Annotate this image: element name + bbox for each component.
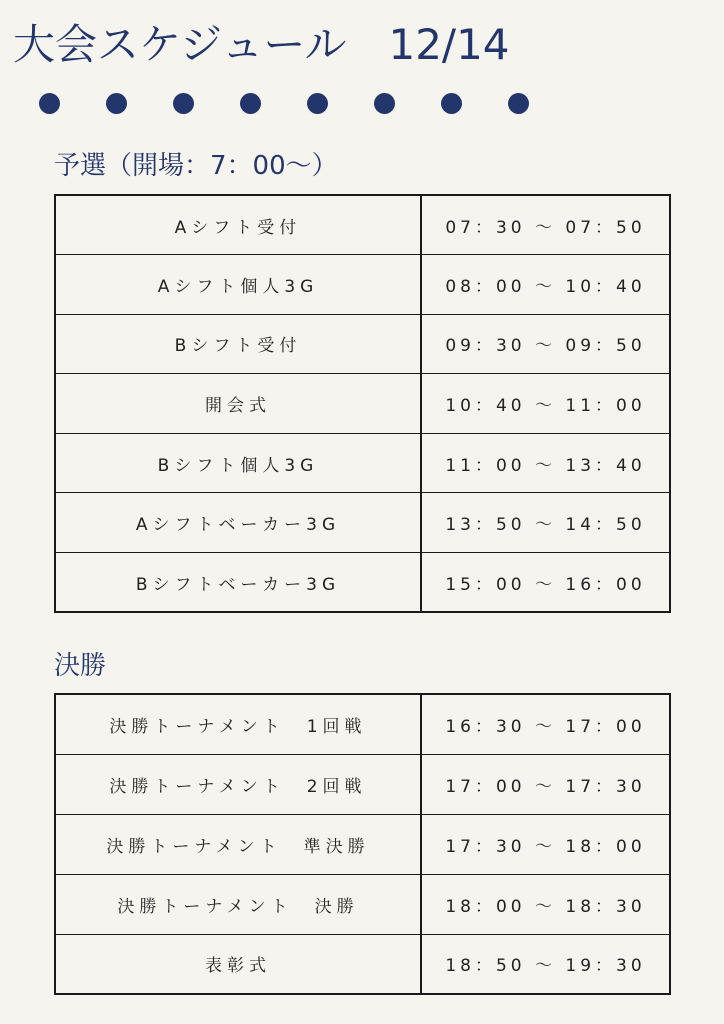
final-schedule-table xyxy=(54,693,671,995)
event-cell: Aシフトベーカー3G xyxy=(55,493,421,553)
decorative-dots xyxy=(39,93,529,114)
time-cell: 11：00 〜 13：40 xyxy=(421,433,670,493)
table-row xyxy=(55,374,670,434)
event-cell: 決勝トーナメント 決勝 xyxy=(55,874,421,934)
table-row xyxy=(55,874,670,934)
time-cell: 07：30 〜 07：50 xyxy=(421,195,670,255)
dot-icon xyxy=(374,93,395,114)
page-title: 大会スケジュール 12/14 xyxy=(13,20,510,69)
final-heading: 決勝 xyxy=(54,651,107,681)
time-cell: 13：50 〜 14：50 xyxy=(421,493,670,553)
time-cell: 17：00 〜 17：30 xyxy=(421,754,670,814)
time-cell: 09：30 〜 09：50 xyxy=(421,314,670,374)
time-cell: 18：50 〜 19：30 xyxy=(421,934,670,994)
prelim-heading: 予選（開場：7：00〜） xyxy=(54,151,338,181)
table-row xyxy=(55,433,670,493)
event-cell: 決勝トーナメント 1回戦 xyxy=(55,694,421,754)
time-cell: 15：00 〜 16：00 xyxy=(421,553,670,613)
event-cell: Bシフトベーカー3G xyxy=(55,553,421,613)
time-cell: 08：00 〜 10：40 xyxy=(421,255,670,315)
time-cell: 10：40 〜 11：00 xyxy=(421,374,670,434)
event-cell: Aシフト受付 xyxy=(55,195,421,255)
event-cell: Aシフト個人3G xyxy=(55,255,421,315)
event-cell: 決勝トーナメント 2回戦 xyxy=(55,754,421,814)
dot-icon xyxy=(106,93,127,114)
table-row xyxy=(55,814,670,874)
table-row xyxy=(55,195,670,255)
table-row xyxy=(55,553,670,613)
dot-icon xyxy=(307,93,328,114)
event-cell: Bシフト個人3G xyxy=(55,433,421,493)
event-cell: Bシフト受付 xyxy=(55,314,421,374)
dot-icon xyxy=(173,93,194,114)
table-row xyxy=(55,934,670,994)
table-row xyxy=(55,754,670,814)
event-cell: 決勝トーナメント 準決勝 xyxy=(55,814,421,874)
time-cell: 16：30 〜 17：00 xyxy=(421,694,670,754)
prelim-schedule-table xyxy=(54,194,671,613)
table-row xyxy=(55,255,670,315)
table-row xyxy=(55,493,670,553)
table-row xyxy=(55,314,670,374)
dot-icon xyxy=(39,93,60,114)
event-cell: 表彰式 xyxy=(55,934,421,994)
dot-icon xyxy=(508,93,529,114)
dot-icon xyxy=(240,93,261,114)
dot-icon xyxy=(441,93,462,114)
table-row xyxy=(55,694,670,754)
event-cell: 開会式 xyxy=(55,374,421,434)
time-cell: 17：30 〜 18：00 xyxy=(421,814,670,874)
time-cell: 18：00 〜 18：30 xyxy=(421,874,670,934)
